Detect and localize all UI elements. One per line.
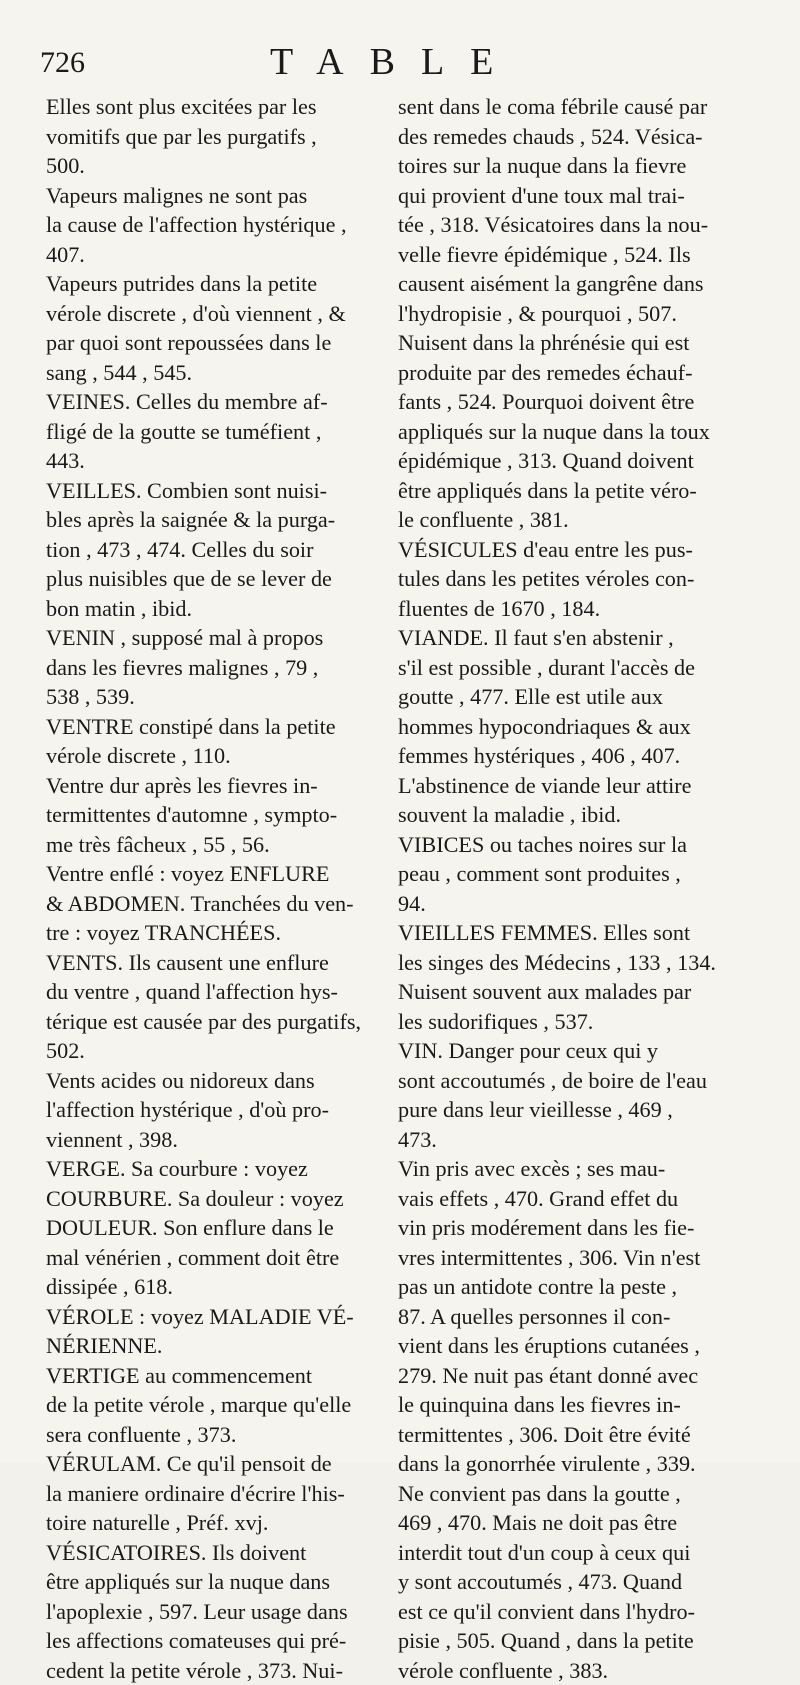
text-line: dissipée , 618. [46, 1272, 376, 1302]
text-line: s'il est possible , durant l'accès de [398, 653, 734, 683]
text-line: l'apoplexie , 597. Leur usage dans [46, 1597, 376, 1627]
text-line: fligé de la goutte se tuméfient , [46, 417, 376, 447]
text-line: être appliqués dans la petite véro- [398, 476, 734, 506]
text-line: épidémique , 313. Quand doivent [398, 446, 734, 476]
text-line: l'affection hystérique , d'où pro- [46, 1095, 376, 1125]
text-line: VIANDE. Il faut s'en abstenir , [398, 623, 734, 653]
text-line: Vapeurs putrides dans la petite [46, 269, 376, 299]
text-line: sent dans le coma fébrile causé par [398, 92, 734, 122]
text-line: appliqués sur la nuque dans la toux [398, 417, 734, 447]
text-line: VEILLES. Combien sont nuisi- [46, 476, 376, 506]
text-line: des remedes chauds , 524. Vésica- [398, 122, 734, 152]
text-line: toire naturelle , Préf. xvj. [46, 1508, 376, 1538]
text-line: 502. [46, 1036, 376, 1066]
text-line: bon matin , ibid. [46, 594, 376, 624]
text-line: Ventre dur après les fievres in- [46, 771, 376, 801]
text-line: VENTRE constipé dans la petite [46, 712, 376, 742]
text-line: qui provient d'une toux mal trai- [398, 181, 734, 211]
text-line: Nuisent dans la phrénésie qui est [398, 328, 734, 358]
text-line: vient dans les éruptions cutanées , [398, 1331, 734, 1361]
text-line: tion , 473 , 474. Celles du soir [46, 535, 376, 565]
text-line: 407. [46, 240, 376, 270]
text-line: VENTS. Ils causent une enflure [46, 948, 376, 978]
text-line: hommes hypocondriaques & aux [398, 712, 734, 742]
text-line: L'abstinence de viande leur attire [398, 771, 734, 801]
text-line: les sudorifiques , 537. [398, 1007, 734, 1037]
text-line: souvent la maladie , ibid. [398, 800, 734, 830]
text-line: velle fievre épidémique , 524. Ils [398, 240, 734, 270]
text-line: y sont accoutumés , 473. Quand [398, 1567, 734, 1597]
text-line: fluentes de 1670 , 184. [398, 594, 734, 624]
text-line: tre : voyez TRANCHÉES. [46, 918, 376, 948]
text-line: VÉROLE : voyez MALADIE VÉ- [46, 1302, 376, 1332]
text-line: tée , 318. Vésicatoires dans la nou- [398, 210, 734, 240]
text-line: VÉRULAM. Ce qu'il pensoit de [46, 1449, 376, 1479]
text-line: vais effets , 470. Grand effet du [398, 1184, 734, 1214]
text-line: être appliqués sur la nuque dans [46, 1567, 376, 1597]
text-line: 94. [398, 889, 734, 919]
text-line: bles après la saignée & la purga- [46, 505, 376, 535]
text-line: VERGE. Sa courbure : voyez [46, 1154, 376, 1184]
text-line: dans les fievres malignes , 79 , [46, 653, 376, 683]
text-line: vres intermittentes , 306. Vin n'est [398, 1243, 734, 1273]
text-line: 443. [46, 446, 376, 476]
text-line: VERTIGE au commencement [46, 1361, 376, 1391]
text-line: par quoi sont repoussées dans le [46, 328, 376, 358]
text-line: termittentes d'automne , sympto- [46, 800, 376, 830]
text-line: Nuisent souvent aux malades par [398, 977, 734, 1007]
text-line: pure dans leur vieillesse , 469 , [398, 1095, 734, 1125]
text-line: cedent la petite vérole , 373. Nui- [46, 1656, 376, 1685]
text-line: toires sur la nuque dans la fievre [398, 151, 734, 181]
text-line: Vin pris avec excès ; ses mau- [398, 1154, 734, 1184]
text-line: fants , 524. Pourquoi doivent être [398, 387, 734, 417]
text-line: sang , 544 , 545. [46, 358, 376, 388]
text-line: vin pris modérement dans les fie- [398, 1213, 734, 1243]
text-line: 279. Ne nuit pas étant donné avec [398, 1361, 734, 1391]
text-line: & ABDOMEN. Tranchées du ven- [46, 889, 376, 919]
text-line: tules dans les petites véroles con- [398, 564, 734, 594]
text-line: l'hydropisie , & pourquoi , 507. [398, 299, 734, 329]
page-number: 726 [40, 46, 85, 80]
text-line: Elles sont plus excitées par les [46, 92, 376, 122]
text-line: causent aisément la gangrêne dans [398, 269, 734, 299]
text-line: de la petite vérole , marque qu'elle [46, 1390, 376, 1420]
text-line: produite par des remedes échauf- [398, 358, 734, 388]
text-line: vérole discrete , d'où viennent , & [46, 299, 376, 329]
text-line: peau , comment sont produites , [398, 859, 734, 889]
page-header [0, 40, 800, 88]
text-line: NÉRIENNE. [46, 1331, 376, 1361]
text-line: pisie , 505. Quand , dans la petite [398, 1626, 734, 1656]
text-line: est ce qu'il convient dans l'hydro- [398, 1597, 734, 1627]
text-line: 500. [46, 151, 376, 181]
text-line: interdit tout d'un coup à ceux qui [398, 1538, 734, 1568]
text-line: goutte , 477. Elle est utile aux [398, 682, 734, 712]
running-title: TABLE [270, 40, 519, 84]
text-line: VIN. Danger pour ceux qui y [398, 1036, 734, 1066]
text-line: VEINES. Celles du membre af- [46, 387, 376, 417]
text-line: vérole confluente , 383. [398, 1656, 734, 1685]
text-line: sera confluente , 373. [46, 1420, 376, 1450]
text-line: Vapeurs malignes ne sont pas [46, 181, 376, 211]
text-line: plus nuisibles que de se lever de [46, 564, 376, 594]
text-line: sont accoutumés , de boire de l'eau [398, 1066, 734, 1096]
text-line: Ne convient pas dans la goutte , [398, 1479, 734, 1509]
text-line: pas un antidote contre la peste , [398, 1272, 734, 1302]
text-line: la cause de l'affection hystérique , [46, 210, 376, 240]
text-line: 87. A quelles personnes il con- [398, 1302, 734, 1332]
text-line: vomitifs que par les purgatifs , [46, 122, 376, 152]
text-line: VÉSICULES d'eau entre les pus- [398, 535, 734, 565]
text-line: le confluente , 381. [398, 505, 734, 535]
text-line: 469 , 470. Mais ne doit pas être [398, 1508, 734, 1538]
text-line: VENIN , supposé mal à propos [46, 623, 376, 653]
text-line: la maniere ordinaire d'écrire l'his- [46, 1479, 376, 1509]
text-line: Vents acides ou nidoreux dans [46, 1066, 376, 1096]
text-line: DOULEUR. Son enflure dans le [46, 1213, 376, 1243]
text-line: COURBURE. Sa douleur : voyez [46, 1184, 376, 1214]
text-line: 538 , 539. [46, 682, 376, 712]
text-line: térique est causée par des purgatifs, [46, 1007, 376, 1037]
text-line: me très fâcheux , 55 , 56. [46, 830, 376, 860]
text-line: viennent , 398. [46, 1125, 376, 1155]
text-line: les singes des Médecins , 133 , 134. [398, 948, 734, 978]
text-line: Ventre enflé : voyez ENFLURE [46, 859, 376, 889]
text-line: 473. [398, 1125, 734, 1155]
text-line: mal vénérien , comment doit être [46, 1243, 376, 1273]
text-line: le quinquina dans les fievres in- [398, 1390, 734, 1420]
text-line: VIEILLES FEMMES. Elles sont [398, 918, 734, 948]
text-line: les affections comateuses qui pré- [46, 1626, 376, 1656]
right-column [398, 92, 734, 1685]
text-line: femmes hystériques , 406 , 407. [398, 741, 734, 771]
text-line: VÉSICATOIRES. Ils doivent [46, 1538, 376, 1568]
text-line: vérole discrete , 110. [46, 741, 376, 771]
text-line: VIBICES ou taches noires sur la [398, 830, 734, 860]
text-line: du ventre , quand l'affection hys- [46, 977, 376, 1007]
text-line: dans la gonorrhée virulente , 339. [398, 1449, 734, 1479]
text-line: termittentes , 306. Doit être évité [398, 1420, 734, 1450]
left-column [46, 92, 376, 1685]
